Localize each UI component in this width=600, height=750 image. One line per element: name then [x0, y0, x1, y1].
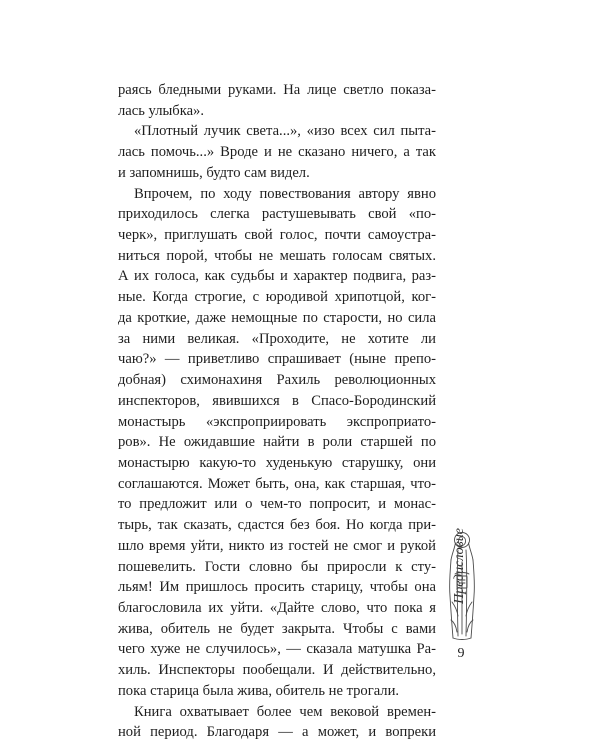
- text-line: лась улыбка».: [118, 102, 205, 119]
- text-line: тырь, так сказать, сдастся без боя. Но когда при-: [118, 517, 436, 534]
- text-line: чего хуже не случилось», — сказала матушка Ра-: [118, 641, 436, 658]
- text-line: инспекторов, явившихся в Спасо-Бородинский: [118, 392, 436, 409]
- text-line: хиль. Инспекторы пообещали. И действительно,: [118, 662, 436, 679]
- text-line: Книга охватывает более чем вековой времен-: [134, 703, 436, 720]
- text-line: соглашаются. Может быть, она, как старшая, что-: [118, 475, 436, 492]
- text-line: и запомнишь, будто сам видел.: [118, 164, 310, 181]
- text-line: черк», приглушать свой голос, почти самоустра-: [118, 227, 436, 244]
- text-line: ров». Не ожидавшие найти в роли старшей по: [118, 434, 436, 451]
- text-line: лась помочь...» Вроде и не сказано ничего, а так: [118, 144, 436, 161]
- section-title-text: Предисловие: [452, 528, 467, 604]
- text-line: за ними великая. «Проходите, не хотите ли: [118, 330, 436, 347]
- page-number: 9: [457, 646, 465, 661]
- text-line: пока старица была жива, обитель не трогали.: [118, 682, 400, 699]
- saint-figure-icon: [440, 522, 484, 646]
- text-line: пошевелить. Гости словно бы приросли к сту-: [118, 558, 436, 575]
- text-line: монастырь «экспроприировать экспроприато-: [118, 413, 436, 430]
- text-line: ные. Когда строгие, с юродивой хрипотцой, ког-: [118, 289, 436, 306]
- text-line: ниться порой, чтобы не мешать голосам святых.: [118, 247, 436, 264]
- text-line: приходилось слегка растушевывать свой «по-: [118, 206, 436, 223]
- text-line: шло время уйти, никто из гостей не смог и рукой: [118, 537, 436, 554]
- text-line: жива, обитель не будет закрыта. Чтобы с вами: [118, 620, 436, 637]
- text-line: да кроткие, даже немощные по старости, но сила: [118, 309, 436, 326]
- text-line: то предложит или о чем-то попросит, и монас-: [118, 496, 436, 513]
- text-line: Впрочем, по ходу повествования автору явно: [134, 185, 436, 202]
- text-line: «Плотный лучик света...», «изо всех сил пыта-: [134, 123, 436, 140]
- text-line: раясь бледными руками. На лице светло показа-: [118, 82, 436, 98]
- text-line: добная) схимонахиня Рахиль революционных: [118, 372, 436, 389]
- text-line: ной период. Благодаря — а может, и вопреки: [118, 724, 436, 741]
- text-line: благословила их уйти. «Дайте слово, что пока я: [118, 599, 436, 616]
- text-line: А их голоса, как судьбы и характер подвига, раз-: [118, 268, 436, 285]
- text-line: чаю?» — приветливо спрашивает (ныне препо-: [118, 351, 436, 368]
- text-line: монастырю какую-то худенькую старушку, они: [118, 454, 436, 471]
- text-line: льям! Им пришлось просить старицу, чтобы она: [118, 579, 436, 596]
- body-text: [118, 80, 436, 743]
